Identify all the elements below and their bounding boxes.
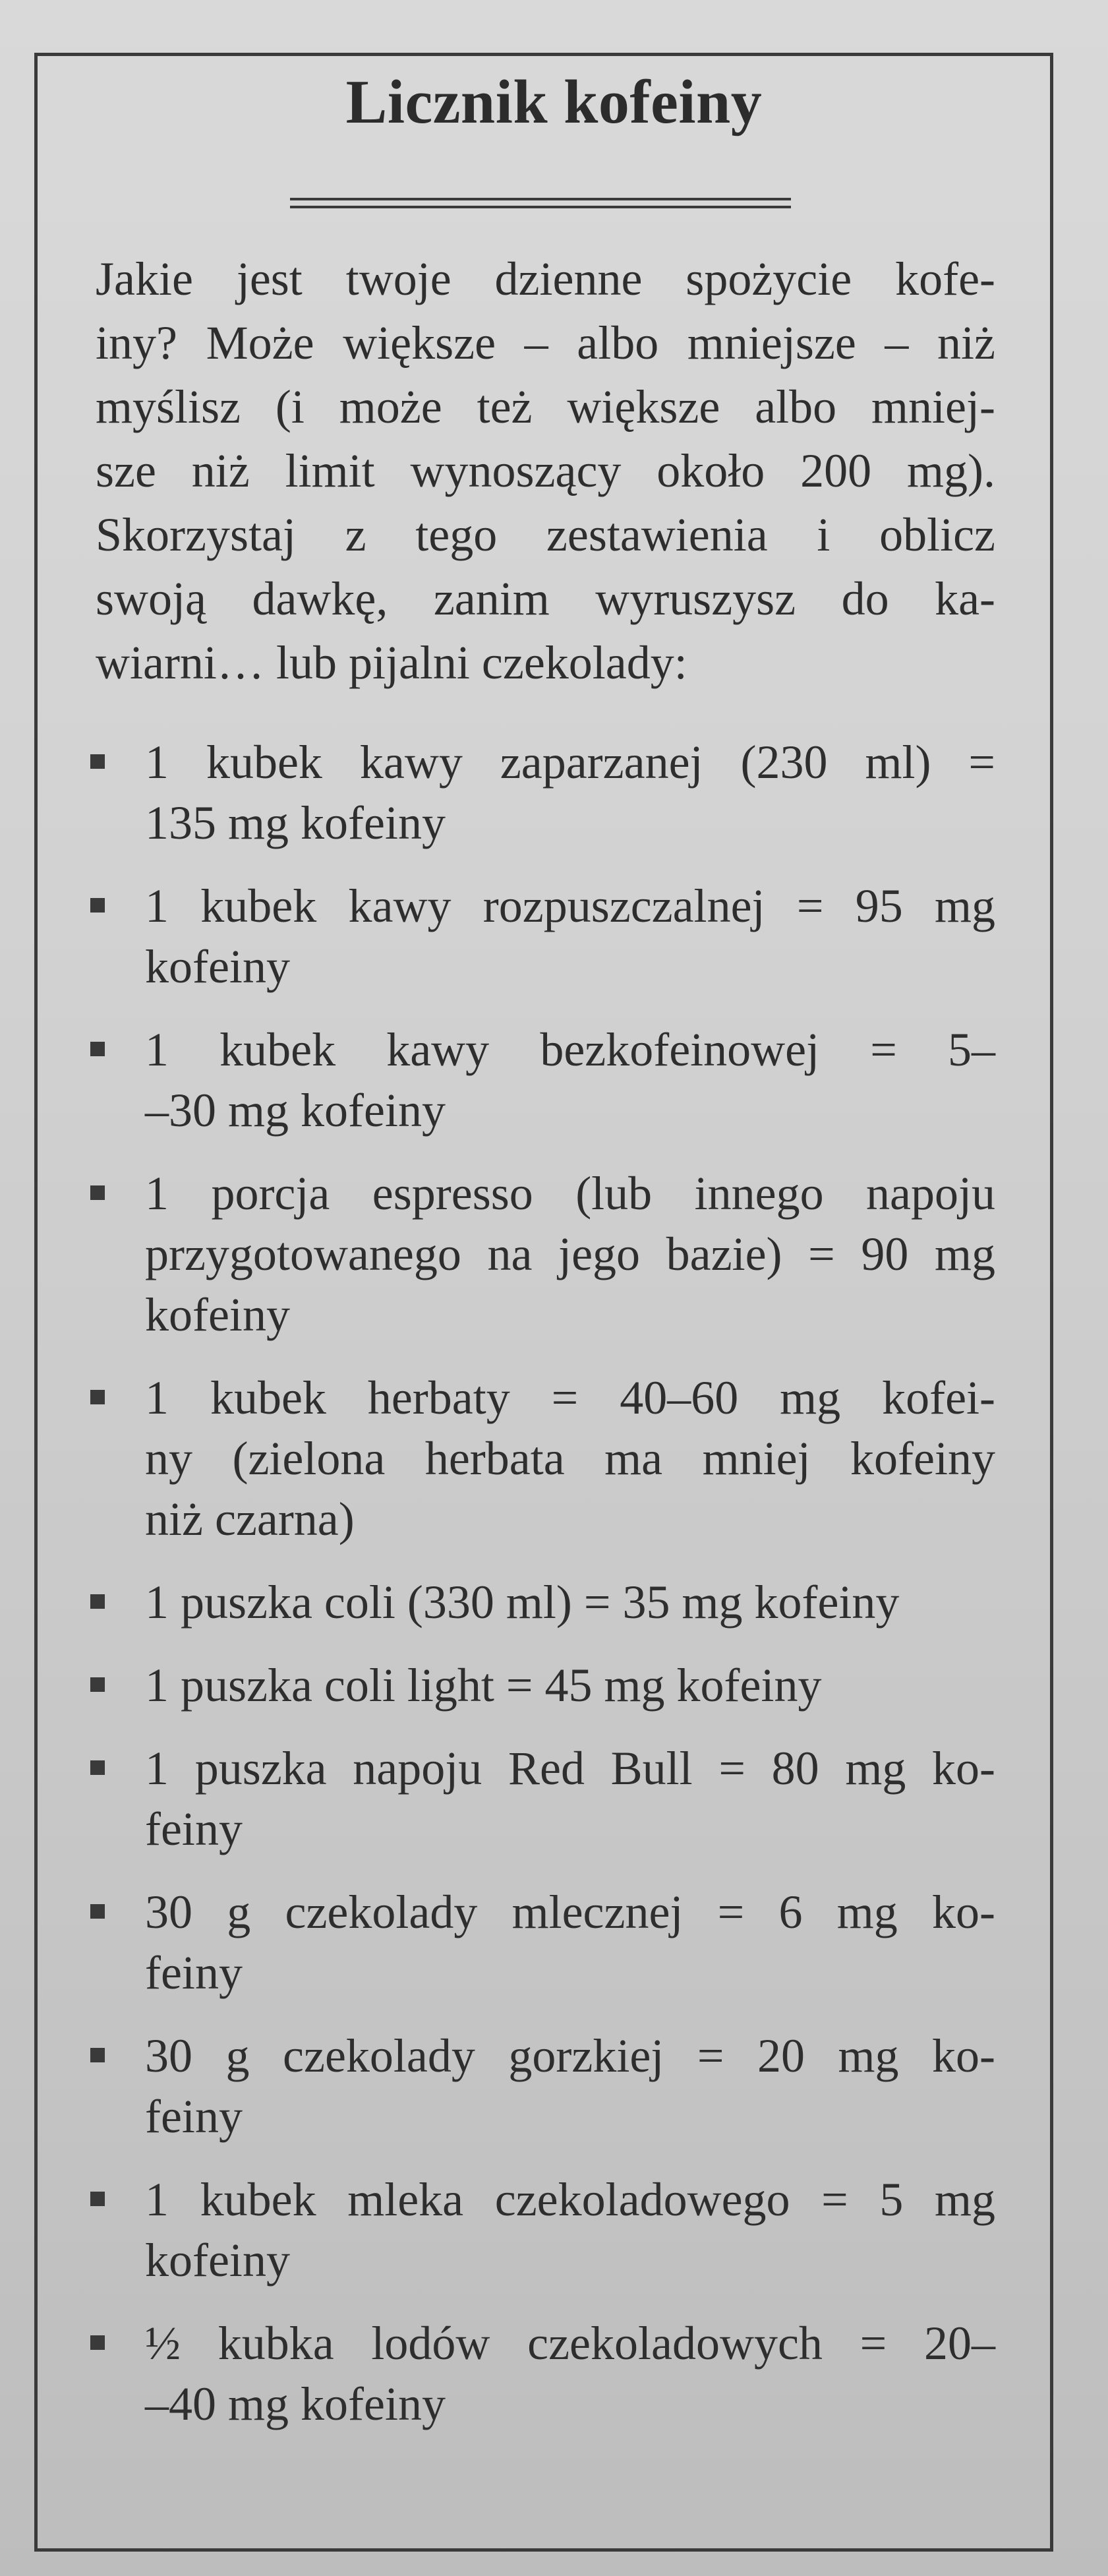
intro-line: wiarni… lub pijalni czekolady:: [96, 636, 687, 689]
list-item-line: feiny: [145, 2090, 243, 2143]
intro-line: Skorzystaj z tego zestawienia i oblicz: [96, 508, 995, 561]
intro-line: myślisz (i może też większe albo mniej-: [96, 380, 995, 433]
list-item: [82, 2313, 995, 2434]
list-item: [82, 1882, 995, 2003]
list-item-line: 1 kubek herbaty = 40–60 mg kofei-: [145, 1371, 995, 1424]
square-bullet-icon: [90, 2335, 105, 2350]
intro-line: sze niż limit wynoszący około 200 mg).: [96, 444, 995, 497]
list-item: [82, 1367, 995, 1549]
list-item: [82, 1019, 995, 1141]
list-item: [82, 876, 995, 997]
list-item-line: ny (zielona herbata ma mniej kofeiny: [145, 1432, 995, 1485]
intro-line: Jakie jest twoje dzienne spożycie kofe-: [96, 253, 995, 305]
list-item-line: 1 kubek kawy bezkofeinowej = 5–: [145, 1023, 995, 1076]
list-item: [82, 1163, 995, 1345]
square-bullet-icon: [90, 1677, 105, 1692]
list-item: [82, 732, 995, 853]
list-item: [82, 1738, 995, 1859]
list-item: [82, 1655, 995, 1716]
list-item-line: ½ kubka lodów czekoladowych = 20–: [145, 2317, 995, 2370]
square-bullet-icon: [90, 1042, 105, 1056]
list-item-line: kofeiny: [145, 1288, 290, 1341]
title-double-underline: [290, 198, 791, 208]
list-item-line: feiny: [145, 1803, 243, 1855]
list-item-line: kofeiny: [145, 940, 290, 993]
list-item-line: 1 puszka coli (330 ml) = 35 mg kofeiny: [145, 1576, 900, 1629]
list-item-line: feiny: [145, 1946, 243, 1999]
list-item-line: 1 puszka coli light = 45 mg kofeiny: [145, 1659, 822, 1712]
intro-line: swoją dawkę, zanim wyruszysz do ka-: [96, 572, 995, 625]
list-item-line: 30 g czekolady mlecznej = 6 mg ko-: [145, 1886, 995, 1938]
square-bullet-icon: [90, 1390, 105, 1404]
list-item-line: –30 mg kofeiny: [145, 1084, 446, 1137]
list-item-line: –40 mg kofeiny: [145, 2378, 446, 2430]
list-item: [82, 2169, 995, 2291]
list-item-line: 1 kubek mleka czekoladowego = 5 mg: [145, 2173, 995, 2226]
list-item-line: 1 kubek kawy rozpuszczalnej = 95 mg: [145, 880, 995, 932]
square-bullet-icon: [90, 1904, 105, 1919]
square-bullet-icon: [90, 754, 105, 769]
list-item-line: 1 kubek kawy zaparzanej (230 ml) =: [145, 736, 995, 789]
list-item-line: 1 porcja espresso (lub innego napoju: [145, 1167, 995, 1220]
list-item: [82, 2025, 995, 2147]
list-item-line: przygotowanego na jego bazie) = 90 mg: [145, 1228, 995, 1280]
square-bullet-icon: [90, 2192, 105, 2206]
title-container: [0, 63, 1108, 142]
square-bullet-icon: [90, 1594, 105, 1609]
list-item-line: niż czarna): [145, 1493, 355, 1545]
list-item: [82, 1572, 995, 1632]
intro-paragraph: [96, 247, 995, 695]
caffeine-list: [82, 732, 995, 2457]
list-item-line: 135 mg kofeiny: [145, 796, 446, 849]
list-item-line: kofeiny: [145, 2234, 290, 2287]
square-bullet-icon: [90, 898, 105, 913]
square-bullet-icon: [90, 2048, 105, 2062]
list-item-line: 1 puszka napoju Red Bull = 80 mg ko-: [145, 1742, 995, 1795]
box-title: Licznik kofeiny: [345, 68, 763, 136]
intro-line: iny? Może większe – albo mniejsze – niż: [96, 316, 995, 369]
square-bullet-icon: [90, 1185, 105, 1200]
square-bullet-icon: [90, 1760, 105, 1775]
list-item-line: 30 g czekolady gorzkiej = 20 mg ko-: [145, 2029, 995, 2082]
